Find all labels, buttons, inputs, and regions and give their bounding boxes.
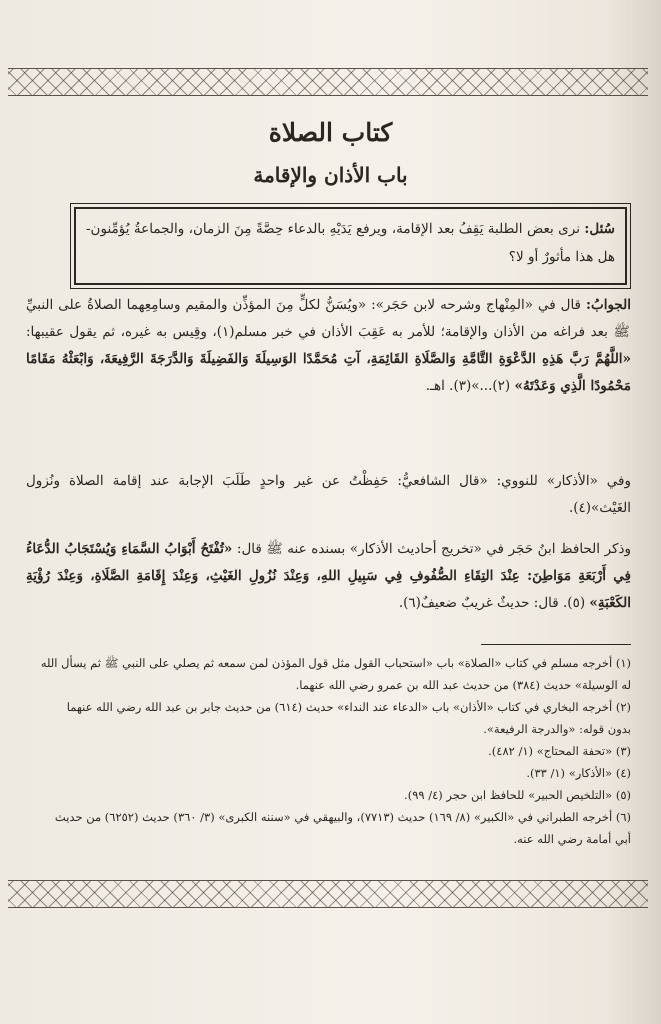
question-text: نرى بعض الطلبة يَقِفُ بعد الإقامة، ويرفع يَدَيْهِ بالدعاء حِصَّةً مِنَ الزمان، والجماعةُ يُؤمِّنون- هل هذا مأثورٌ أو لا؟: [86, 221, 615, 265]
footnote: (٦) أخرجه الطبراني في «الكبير» (٨/ ١٦٩) حديث (٧٧١٣)، والبيهقي في «سننه الكبرى» (٣/ ٣٦٠) حديث (٦٢٥٢) من حديث أبي أمامة رضي الله عنه.: [54, 810, 631, 846]
book-title: كتاب الصلاة: [268, 118, 393, 147]
footnote: (١) أخرجه مسلم في كتاب «الصلاة» باب «استحباب القول مثل قول المؤذن لمن سمعه ثم يصلي على النبي ﷺ ثم يسأل الله له الوسيلة» حديث (٣٨٤) من حديث عبد الله بن عمرو رضي الله عنهما.: [40, 656, 631, 692]
footnote-divider: [481, 644, 631, 645]
hadith-paragraph: [26, 536, 631, 617]
footnote: (٤) «الأذكار» (١/ ٣٣).: [526, 766, 631, 780]
question-label: سُئل:: [584, 221, 615, 237]
footnote: (٣) «تحفة المحتاج» (١/ ٤٨٢).: [488, 744, 631, 758]
chapter-title: باب الأذان والإقامة: [253, 163, 408, 187]
answer-label: الجوابُ:: [586, 297, 631, 313]
footnote: (٢) أخرجه البخاري في كتاب «الأذان» باب «الدعاء عند النداء» حديث (٦١٤) من حديث جابر بن عبد الله رضي الله عنهما بدون قوله: «والدرجة الرفيعة».: [66, 700, 631, 736]
answer-dua-quote: «اللَّهُمَّ رَبَّ هَذِهِ الدَّعْوَةِ التَّامَّةِ وَالصَّلَاةِ القَائِمَةِ، آتِ مُحَمَّدًا الوَسِيلَةَ وَالفَضِيلَةَ وَالدَّرَجَةَ الرَّفِيعَةَ، وَابْعَثْهُ مَقَامًا مَحْمُودًا الَّذِي وَعَدْتَهُ»: [26, 351, 631, 394]
answer-text: قال في «المِنْهاج وشرحه لابن حَجَر»: «ويُسَنُّ لكلٍّ مِنَ المؤذِّن والمقيم وسامِعِهما الصلاةُ على النبيِّ ﷺ بعد فراغه من الأذان والإقامة؛ للأمر به عَقِبَ الأذان في خبر مسلم(١)، وقِيس به غيره، ثم يقول عقيبها:: [26, 297, 630, 340]
hadith-intro: وذكر الحافظ ابنُ حَجَر في «تخريج أحاديث الأذكار» بسنده عنه ﷺ قال:: [232, 541, 631, 557]
top-ornament-border: [8, 68, 648, 96]
hadith-quote: «تُفْتَحُ أَبْوَابُ السَّمَاءِ وَيُسْتَجَابُ الدُّعَاءُ فِي أَرْبَعَةِ مَوَاطِنَ: عِنْدَ التِقَاءِ الصُّفُوفِ فِي سَبِيلِ اللهِ، وَعِنْدَ نُزُولِ الغَيْثِ، وَعِنْدَ إِقَامَةِ الصَّلَاةِ، وَعِنْدَ رُؤْيَةِ الكَعْبَةِ»: [26, 541, 631, 611]
answer-paragraph: [26, 292, 631, 400]
bottom-ornament-border: [8, 880, 648, 908]
answer-tail: (٢)...»(٣). اهـ.: [425, 378, 511, 394]
adhkar-paragraph: [26, 468, 631, 522]
footnote: (٥) «التلخيص الحبير» للحافظ ابن حجر (٤/ ٩٩).: [404, 788, 631, 802]
question-box: [74, 207, 627, 285]
adhkar-text: وفي «الأذكار» للنووي: «قال الشافعيُّ: حَفِظْتُ عن غير واحدٍ طَلَبَ الإجابة عند إقامة الصلاة ونُزول الغَيْث»(٤).: [26, 473, 631, 516]
hadith-tail: (٥). قال: حديثٌ غريبٌ ضعيفٌ(٦).: [398, 595, 586, 611]
footnotes: [40, 652, 631, 850]
